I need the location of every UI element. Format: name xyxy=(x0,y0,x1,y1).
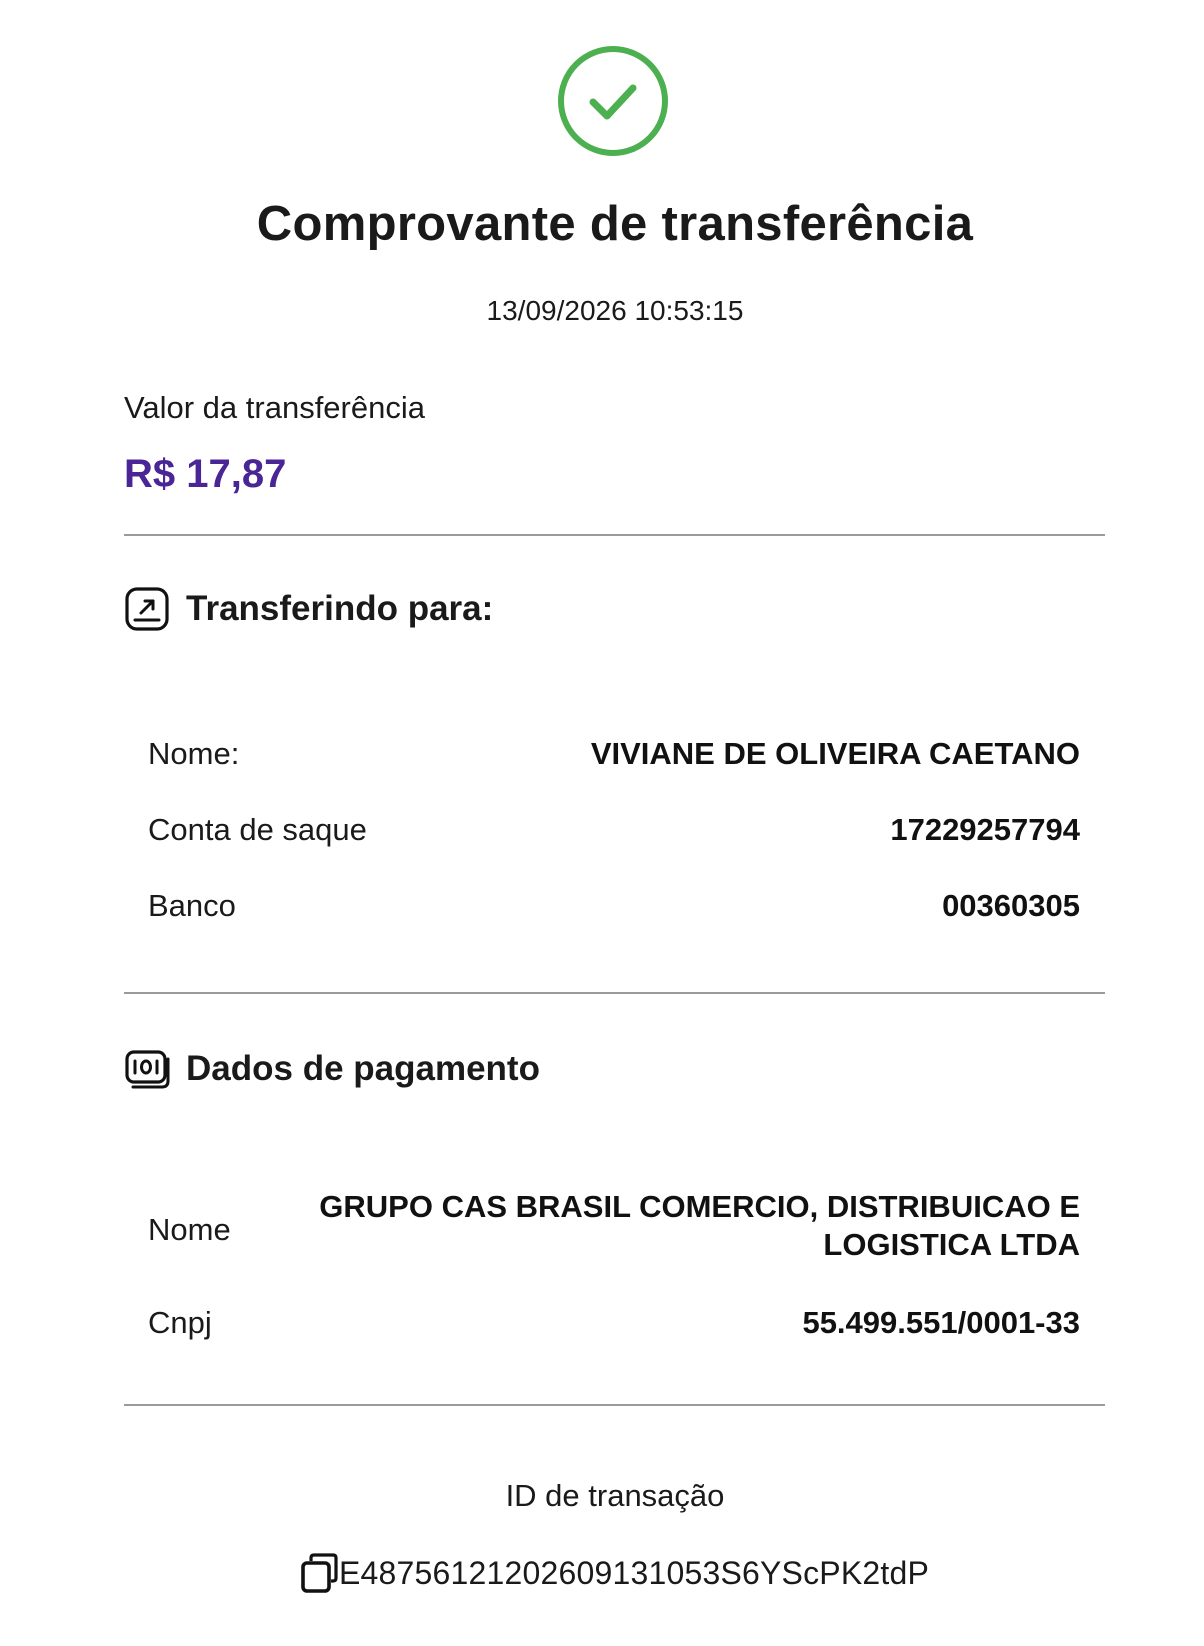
recipient-bank-label: Banco xyxy=(148,888,236,923)
recipient-heading: Transferindo para: xyxy=(186,589,494,628)
payer-cnpj-value: 55.499.551/0001-33 xyxy=(802,1305,1080,1340)
page-title: Comprovante de transferência xyxy=(256,197,974,251)
transaction-id-row xyxy=(0,1553,1204,1593)
amount-value: R$ 17,87 xyxy=(124,452,287,496)
payment-section-header xyxy=(124,1046,540,1092)
recipient-account-value: 17229257794 xyxy=(890,812,1080,847)
payer-name-value: GRUPO CAS BRASIL COMERCIO, DISTRIBUICAO E LOGISTICA LTDA xyxy=(319,1189,1080,1262)
payer-name-label: Nome xyxy=(148,1212,231,1247)
divider xyxy=(124,1404,1105,1406)
check-circle-icon xyxy=(556,44,670,158)
transfer-datetime: 13/09/2026 10:53:15 xyxy=(486,295,744,326)
money-bill-icon xyxy=(124,1046,170,1092)
transfer-out-icon xyxy=(124,586,170,632)
payment-heading: Dados de pagamento xyxy=(186,1049,540,1088)
copy-icon[interactable] xyxy=(301,1553,339,1593)
recipient-name-label: Nome: xyxy=(148,736,240,771)
recipient-bank-value: 00360305 xyxy=(942,888,1080,923)
transaction-id-value[interactable]: E48756121202609131053S6YScPK2tdP xyxy=(338,1554,930,1591)
recipient-name-value: VIVIANE DE OLIVEIRA CAETANO xyxy=(590,736,1080,771)
divider xyxy=(124,534,1105,536)
amount-label: Valor da transferência xyxy=(124,390,425,425)
transaction-id-label: ID de transação xyxy=(505,1478,725,1513)
recipient-account-label: Conta de saque xyxy=(148,812,367,847)
recipient-section-header xyxy=(124,586,493,632)
payer-cnpj-label: Cnpj xyxy=(148,1305,212,1340)
divider xyxy=(124,992,1105,994)
